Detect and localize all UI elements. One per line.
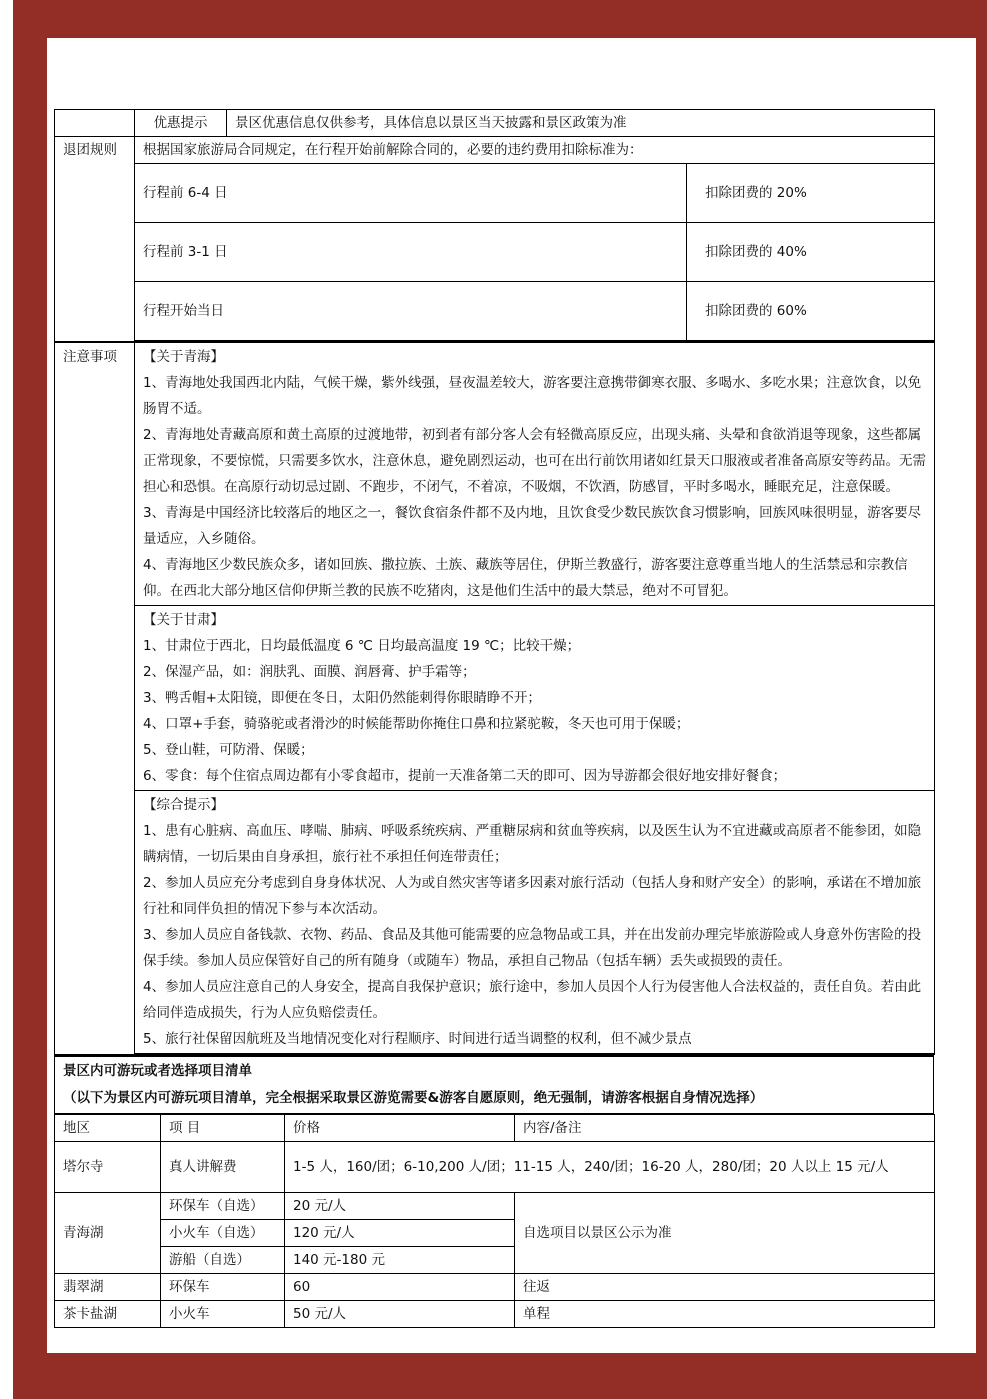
optional-items-header bbox=[54, 1055, 934, 1114]
policy-table bbox=[54, 109, 935, 342]
table-row bbox=[55, 1274, 935, 1301]
penalty-row bbox=[55, 223, 935, 282]
note-item: 4、参加人员应注意自己的人身安全，提高自我保护意识；旅行途中，参加人员因个人行为侵害他人合法权益的，责任自负。若由此给同伴造成损失，行为人应负赔偿责任。 bbox=[143, 979, 922, 1021]
column-header: 内容/备注 bbox=[515, 1115, 935, 1142]
column-header: 地区 bbox=[55, 1115, 161, 1142]
penalty-period: 行程开始当日 bbox=[135, 282, 687, 342]
price-cell: 120 元/人 bbox=[285, 1220, 515, 1247]
column-header: 价格 bbox=[285, 1115, 515, 1142]
note-item: 3、鸭舌帽+太阳镜，即便在冬日，太阳仍然能刺得你眼睛睁不开； bbox=[143, 690, 541, 706]
item-cell: 真人讲解费 bbox=[161, 1142, 285, 1193]
region-cell: 塔尔寺 bbox=[55, 1142, 161, 1193]
note-item: 3、参加人员应自备钱款、衣物、药品、食品及其他可能需要的应急物品或工具，并在出发前办理完毕旅游险或人身意外伤害险的投保手续。参加人员应保管好自己的所有随身（或随车）物品，承担自己物品（包括车辆）丢失或损毁的责任。 bbox=[143, 927, 922, 969]
notes-section-qinghai bbox=[135, 343, 934, 606]
note-item: 3、青海是中国经济比较落后的地区之一，餐饮食宿条件都不及内地，且饮食受少数民族饮食习惯影响，回族风味很明显，游客要尽量适应，入乡随俗。 bbox=[143, 505, 922, 547]
price-cell: 1-5 人，160/团；6-10,200 人/团；11-15 人，240/团；16-20 人，280/团；20 人以上 15 元/人 bbox=[285, 1142, 935, 1193]
region-cell: 茶卡盐湖 bbox=[55, 1301, 161, 1328]
notes-section-general bbox=[135, 791, 934, 1053]
penalty-fee: 扣除团费的 60% bbox=[687, 282, 935, 342]
penalty-row bbox=[55, 282, 935, 342]
table-header-row bbox=[55, 1115, 935, 1142]
penalty-period: 行程前 6-4 日 bbox=[135, 164, 687, 223]
cancellation-label: 退团规则 bbox=[55, 137, 135, 342]
section-title: 【关于甘肃】 bbox=[143, 612, 224, 628]
note-item: 5、登山鞋，可防滑、保暖； bbox=[143, 742, 314, 758]
item-cell: 小火车 bbox=[161, 1301, 285, 1328]
price-cell: 140 元-180 元 bbox=[285, 1247, 515, 1274]
penalty-period: 行程前 3-1 日 bbox=[135, 223, 687, 282]
item-cell: 环保车 bbox=[161, 1274, 285, 1301]
discount-row bbox=[55, 110, 935, 137]
item-cell: 环保车（自选） bbox=[161, 1193, 285, 1220]
note-item: 1、患有心脏病、高血压、哮喘、肺病、呼吸系统疾病、严重糖尿病和贫血等疾病，以及医生认为不宜进藏或高原者不能参团，如隐瞒病情，一切后果由自身承担，旅行社不承担任何连带责任； bbox=[143, 823, 922, 865]
penalty-fee: 扣除团费的 40% bbox=[687, 223, 935, 282]
item-cell: 小火车（自选） bbox=[161, 1220, 285, 1247]
note-item: 5、旅行社保留因航班及当地情况变化对行程顺序、时间进行适当调整的权利，但不减少景点 bbox=[143, 1031, 692, 1047]
note-item: 2、保湿产品，如：润肤乳、面膜、润唇膏、护手霜等； bbox=[143, 664, 476, 680]
penalty-fee: 扣除团费的 20% bbox=[687, 164, 935, 223]
discount-text: 景区优惠信息仅供参考，具体信息以景区当天披露和景区政策为准 bbox=[227, 110, 935, 137]
section-title: 【关于青海】 bbox=[143, 349, 224, 365]
price-cell: 50 元/人 bbox=[285, 1301, 515, 1328]
notes-section-gansu bbox=[135, 606, 934, 791]
note-item: 1、甘肃位于西北，日均最低温度 6 ℃ 日均最高温度 19 ℃；比较干燥； bbox=[143, 638, 581, 654]
notes-table bbox=[54, 342, 935, 1055]
section-title: 【综合提示】 bbox=[143, 797, 224, 813]
note-cell: 单程 bbox=[515, 1301, 935, 1328]
penalty-row bbox=[55, 164, 935, 223]
region-cell: 青海湖 bbox=[55, 1193, 161, 1274]
discount-label: 优惠提示 bbox=[135, 110, 227, 137]
cancellation-intro: 根据国家旅游局合同规定，在行程开始前解除合同的，必要的违约费用扣除标准为： bbox=[135, 137, 935, 164]
table-row bbox=[55, 1301, 935, 1328]
note-cell: 往返 bbox=[515, 1274, 935, 1301]
itinerary-document bbox=[54, 109, 934, 1328]
note-item: 2、参加人员应充分考虑到自身身体状况、人为或自然灾害等诸多因素对旅行活动（包括人身和财产安全）的影响，承诺在不增加旅行社和同伴负担的情况下参与本次活动。 bbox=[143, 875, 922, 917]
empty-cell bbox=[55, 110, 135, 137]
cancellation-intro-row bbox=[55, 137, 935, 164]
table-row bbox=[55, 1193, 935, 1220]
note-cell: 自选项目以景区公示为准 bbox=[515, 1193, 935, 1274]
region-cell: 翡翠湖 bbox=[55, 1274, 161, 1301]
optional-items-title: 景区内可游玩或者选择项目清单 bbox=[63, 1063, 252, 1079]
note-item: 2、青海地处青藏高原和黄土高原的过渡地带，初到者有部分客人会有轻微高原反应，出现头痛、头晕和食欲消退等现象，这些都属正常现象，不要惊慌，只需要多饮水，注意休息，避免剧烈运动，也可在出行前饮用诸如红景天口服液或者准备高原安等药品。无需担心和恐惧。在高原行动切忌过剧、不跑步，不闭气，不着凉，不吸烟，不饮酒，防感冒，平时多喝水，睡眠充足，注意保暖。 bbox=[143, 427, 926, 495]
notes-content bbox=[135, 343, 935, 1055]
note-item: 6、零食：每个住宿点周边都有小零食超市，提前一天准备第二天的即可、因为导游都会很好地安排好餐食； bbox=[143, 768, 787, 784]
optional-items-subtitle: （以下为景区内可游玩项目清单，完全根据采取景区游览需要&游客自愿原则，绝无强制，请游客根据自身情况选择） bbox=[63, 1090, 764, 1106]
table-row bbox=[55, 1142, 935, 1193]
column-header: 项 目 bbox=[161, 1115, 285, 1142]
note-item: 4、口罩+手套，骑骆驼或者滑沙的时候能帮助你掩住口鼻和拉紧驼鞍，冬天也可用于保暖； bbox=[143, 716, 690, 732]
item-cell: 游船（自选） bbox=[161, 1247, 285, 1274]
optional-items-table bbox=[54, 1114, 935, 1328]
notes-label: 注意事项 bbox=[55, 343, 135, 1055]
price-cell: 20 元/人 bbox=[285, 1193, 515, 1220]
note-item: 4、青海地区少数民族众多，诸如回族、撒拉族、土族、藏族等居住，伊斯兰教盛行，游客要注意尊重当地人的生活禁忌和宗教信仰。在西北大部分地区信仰伊斯兰教的民族不吃猪肉，这是他们生活中的最大禁忌，绝对不可冒犯。 bbox=[143, 557, 908, 599]
note-item: 1、青海地处我国西北内陆，气候干燥，紫外线强，昼夜温差较大，游客要注意携带御寒衣服、多喝水、多吃水果；注意饮食，以免肠胃不适。 bbox=[143, 375, 922, 417]
price-cell: 60 bbox=[285, 1274, 515, 1301]
